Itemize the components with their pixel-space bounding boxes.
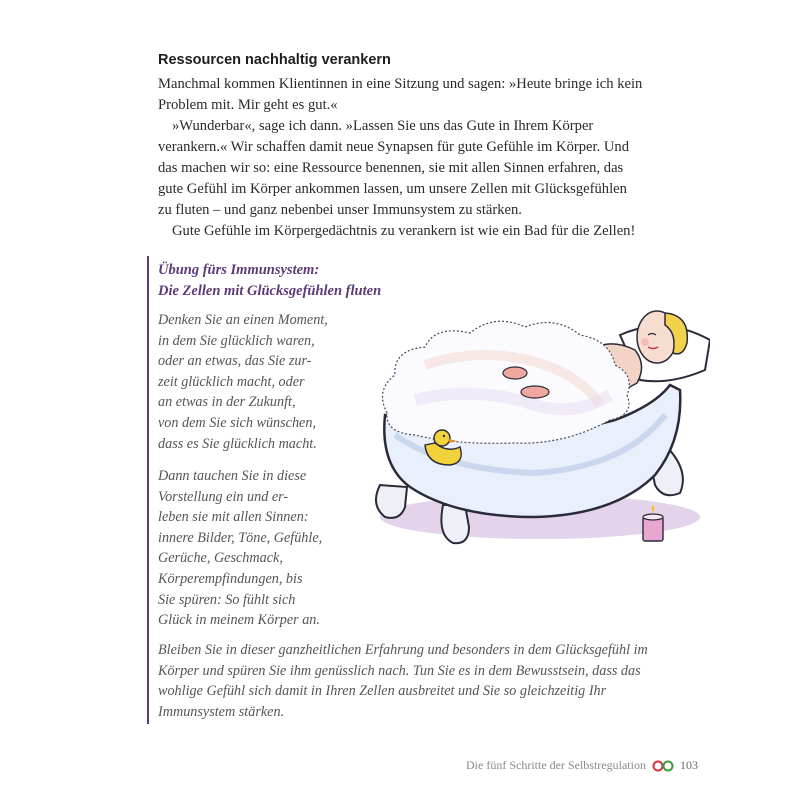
text-line: Vorstellung ein und er- <box>158 488 289 505</box>
text-line: dass es Sie glücklich macht. <box>158 435 317 452</box>
text-line: Denken Sie an einen Moment, <box>158 312 328 328</box>
body-text <box>158 74 643 242</box>
paragraph: Manchmal kommen Klientinnen in eine Sitzung und sagen: »Heute bringe ich kein Problem mit. Mir geht es gut.« <box>158 76 643 113</box>
text-line: in dem Sie glücklich waren, <box>158 332 315 349</box>
text-line: von dem Sie sich wünschen, <box>158 414 316 431</box>
text-line: leben sie mit allen Sinnen: <box>158 509 309 526</box>
bathtub-illustration <box>365 295 710 555</box>
text-line: Glück in meinem Körper an. <box>158 612 320 629</box>
text-line: an etwas in der Zukunft, <box>158 394 296 411</box>
bath-foam <box>383 321 630 443</box>
paragraph: Gute Gefühle im Körpergedächtnis zu verankern ist wie ein Bad für die Zellen! <box>172 223 636 239</box>
page-number: 103 <box>679 758 698 772</box>
text-line: Dann tauchen Sie in diese <box>158 468 307 484</box>
exercise-accent-bar <box>147 256 149 724</box>
text-line: zeit glücklich macht, oder <box>158 373 305 390</box>
exercise-paragraph-3 <box>158 640 648 722</box>
text-line: Gerüche, Geschmack, <box>158 550 283 567</box>
exercise-title-line: Übung fürs Immunsystem: <box>158 262 320 278</box>
text-line: Sie spüren: So fühlt sich <box>158 591 296 608</box>
text-line: oder an etwas, das Sie zur- <box>158 353 312 370</box>
text-line: Körperempfindungen, bis <box>158 570 303 587</box>
paragraph: »Wunderbar«, sage ich dann. »Lassen Sie uns das Gute in Ihrem Körper verankern.« Wir schaffen damit neue Synapsen für gute Gefühle im Körper. Und das machen wir so: eine Ressource benennen, sie mit allen Sinnen erfahren, das gute Gefühl im Körper ankommen lassen, um unsere Zellen mit Glücksgefühlen zu fluten – und ganz nebenbei unser Immunsystem zu stärken. <box>158 118 629 218</box>
text-line: Bleiben Sie in dieser ganzheitlichen Erfahrung und besonders in dem Glücksgefühl im Körper und spüren Sie ihm genüsslich nach. Tun Sie es in dem Bewusstsein, dass das wohlige Gefühl sich damit in Ihren Zellen ausbreitet und Sie so gleichzeitig Ihr Immunsystem stärken. <box>158 642 648 720</box>
text-line: innere Bilder, Töne, Gefühle, <box>158 529 323 546</box>
running-title: Die fünf Schritte der Selbstregulation <box>466 758 646 772</box>
exercise-paragraph-1 <box>158 310 328 454</box>
glasses-logo-icon <box>652 760 674 772</box>
exercise-title <box>158 260 381 302</box>
exercise-paragraph-2 <box>158 466 322 631</box>
knee <box>503 367 527 379</box>
page-footer <box>466 758 698 773</box>
section-heading: Ressourcen nachhaltig verankern <box>158 52 391 68</box>
knee <box>521 386 549 398</box>
exercise-title-line: Die Zellen mit Glücksgefühlen fluten <box>158 283 382 299</box>
